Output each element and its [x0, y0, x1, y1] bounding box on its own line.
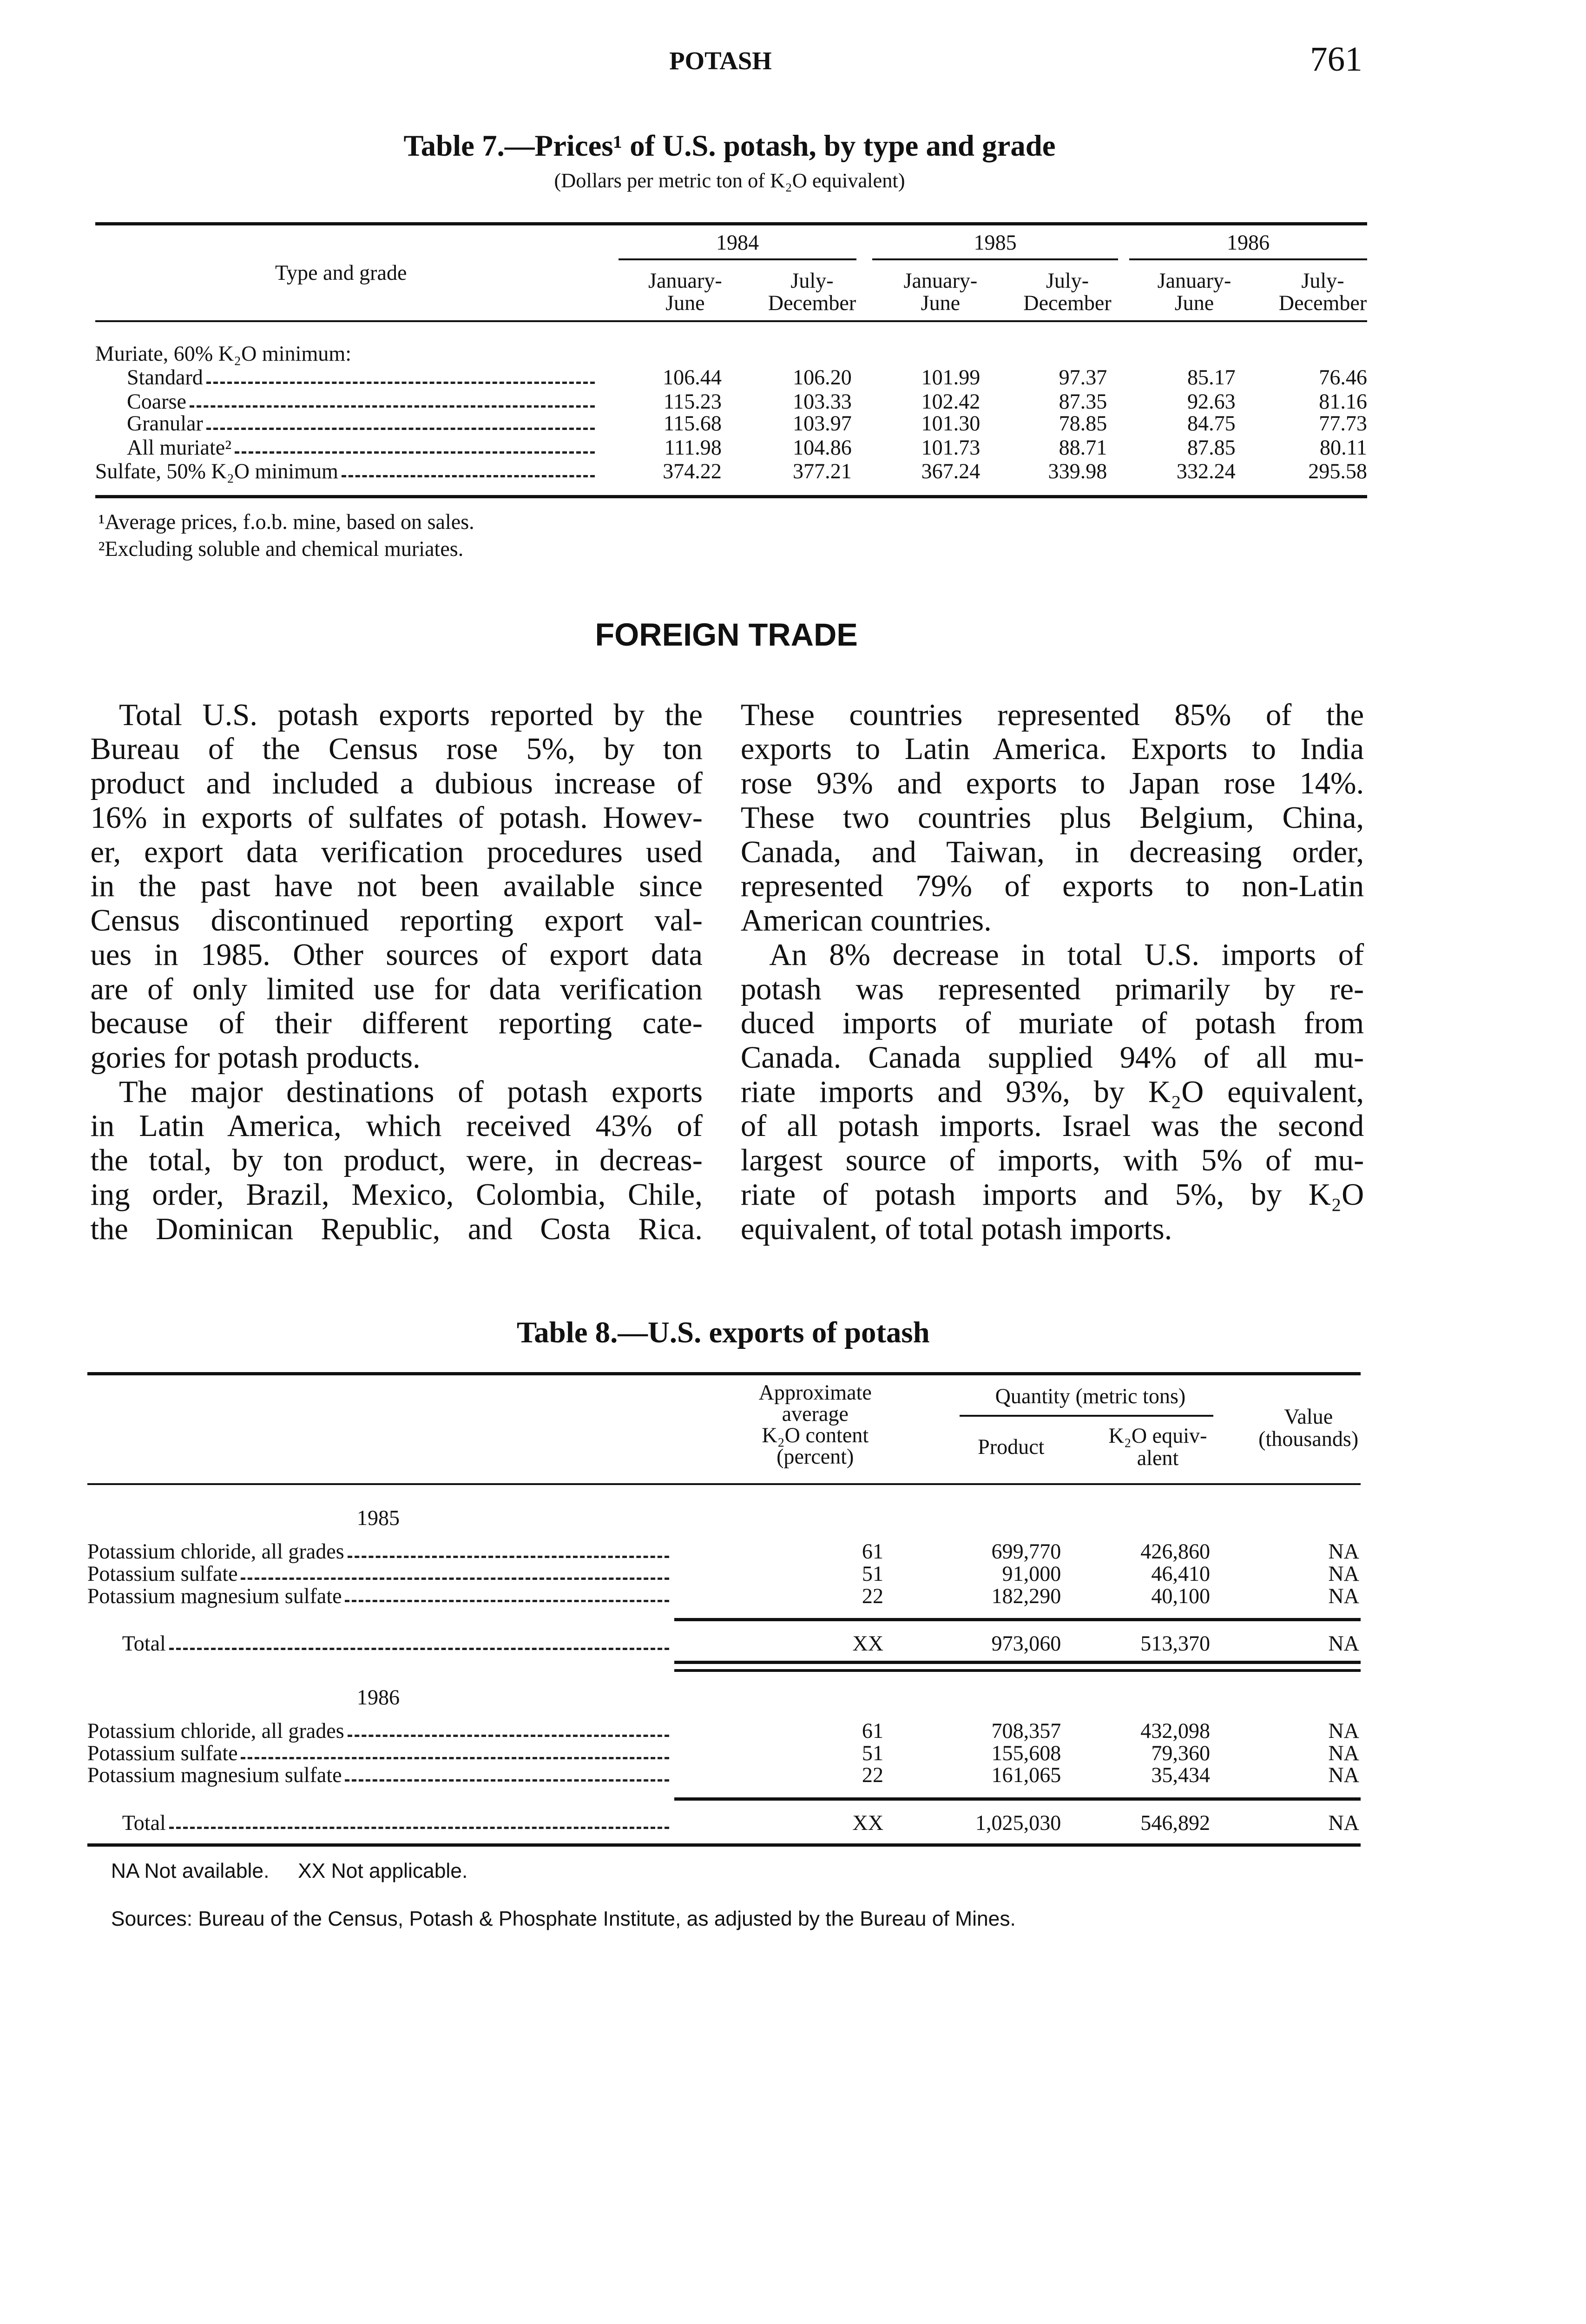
table-cell: 85.17 — [1187, 365, 1236, 390]
dot-leader — [342, 475, 595, 477]
table-cell: NA — [1328, 1718, 1359, 1743]
table-cell: NA — [1328, 1539, 1359, 1563]
body-text-line: riate imports and 93%, by K₂O equivalent, — [740, 1075, 1364, 1109]
table-cell: 101.30 — [921, 411, 981, 436]
table7-subtitle: (Dollars per metric ton of K₂O equivalent) — [554, 169, 905, 192]
row-label-text: Granular — [127, 411, 203, 436]
table-cell: 88.71 — [1059, 435, 1107, 459]
table-cell: 115.68 — [663, 411, 722, 436]
double-rule-bottom — [674, 1669, 1361, 1672]
body-text-line: the Dominican Republic, and Costa Rica. — [90, 1212, 703, 1246]
body-text-line: An 8% decrease in total U.S. imports of — [769, 938, 1364, 972]
running-title: POTASH — [669, 46, 772, 75]
body-text-line: er, export data verification procedures used — [90, 835, 703, 869]
year-header: 1985 — [974, 231, 1017, 255]
table8-sources: Sources: Bureau of the Census, Potash & Phosphate Institute, as adjusted by the Bureau of Mines. — [111, 1907, 1016, 1930]
table-cell: 332.24 — [1176, 459, 1236, 483]
table-cell: 87.85 — [1187, 435, 1236, 459]
table-cell: 374.22 — [663, 459, 722, 483]
body-text-line: in the past have not been available since — [90, 869, 703, 904]
table-cell: 115.23 — [663, 389, 722, 413]
table7-title: Table 7.—Prices¹ of U.S. potash, by type and grade — [403, 129, 1056, 163]
row-label-text: Potassium chloride, all grades — [87, 1718, 344, 1743]
year-underline — [619, 258, 856, 260]
table-cell: 339.98 — [1048, 459, 1107, 483]
table-cell: 102.42 — [921, 389, 981, 413]
year-header: 1986 — [1226, 231, 1270, 255]
table-cell: 97.37 — [1059, 365, 1107, 390]
body-text-line: equivalent, of total potash imports. — [740, 1212, 1172, 1246]
row-label-text: All muriate² — [127, 435, 232, 459]
dot-leader — [206, 428, 595, 430]
quantity-underline — [960, 1415, 1213, 1416]
table-row-label — [87, 1742, 670, 1764]
table-cell: 61 — [862, 1539, 883, 1563]
body-text-line: These two countries plus Belgium, China, — [740, 800, 1364, 835]
table-cell: 155,608 — [991, 1741, 1061, 1765]
period-header: January- June — [903, 269, 978, 315]
table-row-label — [127, 436, 595, 459]
row-label-text: Total — [122, 1631, 166, 1655]
table-cell: 92.63 — [1187, 389, 1236, 413]
body-text-line: gories for potash products. — [90, 1040, 421, 1075]
row-label-text: Coarse — [127, 389, 186, 413]
period-header: January- June — [648, 269, 722, 315]
double-rule-top — [674, 1661, 1361, 1664]
total-cell: XX — [852, 1810, 883, 1835]
body-text-line: represented 79% of exports to non-Latin — [740, 869, 1364, 904]
total-row-label — [122, 1632, 670, 1655]
total-row-label — [122, 1812, 670, 1834]
total-cell: 513,370 — [1140, 1631, 1211, 1655]
footnote: ¹Average prices, f.o.b. mine, based on sales. — [98, 510, 474, 534]
row-label-text: Sulfate, 50% K₂O minimum — [95, 459, 338, 483]
table-cell: 432,098 — [1140, 1718, 1211, 1743]
table8-notes: NA Not available. XX Not applicable. — [111, 1860, 468, 1883]
table-cell: 80.11 — [1319, 435, 1367, 459]
table-cell: 40,100 — [1151, 1584, 1211, 1608]
table-cell: NA — [1328, 1561, 1359, 1585]
body-text-line: Total U.S. potash exports reported by the — [119, 698, 703, 732]
table-cell: 161,065 — [991, 1763, 1061, 1787]
table-cell: 182,290 — [991, 1584, 1061, 1608]
table7-top-rule — [95, 222, 1367, 225]
dot-leader — [190, 405, 595, 408]
body-text-line: These countries represented 85% of the — [740, 698, 1364, 732]
total-cell: NA — [1328, 1631, 1359, 1655]
row-label-text: Potassium magnesium sulfate — [87, 1763, 342, 1787]
dot-leader — [241, 1757, 669, 1759]
table-cell: 51 — [862, 1741, 883, 1765]
body-text-line: are of only limited use for data verification — [90, 972, 703, 1006]
table-cell: 101.99 — [921, 365, 981, 390]
table-cell: 101.73 — [921, 435, 981, 459]
table8-bottom-rule — [87, 1843, 1361, 1847]
table-row-label — [87, 1563, 670, 1585]
body-text-line: duced imports of muriate of potash from — [740, 1006, 1364, 1041]
row-label-text: Total — [122, 1810, 166, 1835]
dot-leader — [169, 1827, 670, 1829]
year-subheading: 1985 — [356, 1506, 400, 1530]
k2o-content-header: Approximate average K₂O content (percent) — [758, 1380, 872, 1468]
table-row-label — [87, 1585, 670, 1607]
group-label: Muriate, 60% K₂O minimum: — [95, 342, 352, 366]
body-text-line: ing order, Brazil, Mexico, Colombia, Chile, — [90, 1177, 703, 1212]
table-cell: 426,860 — [1140, 1539, 1211, 1563]
row-label-text: Potassium chloride, all grades — [87, 1539, 344, 1563]
body-text-line: product and included a dubious increase of — [90, 766, 703, 801]
subtotal-rule — [674, 1797, 1361, 1801]
table-cell: 81.16 — [1319, 389, 1367, 413]
body-text-line: Bureau of the Census rose 5%, by ton — [90, 732, 703, 766]
table-row-label — [127, 412, 595, 435]
body-text-line: potash was represented primarily by re- — [740, 972, 1364, 1006]
year-subheading: 1986 — [356, 1685, 400, 1709]
body-text-line: exports to Latin America. Exports to India — [740, 732, 1364, 766]
table-cell: 91,000 — [1002, 1561, 1061, 1585]
quantity-group-header: Quantity (metric tons) — [995, 1384, 1186, 1408]
value-header: Value (thousands) — [1258, 1404, 1359, 1451]
period-header: July- December — [1278, 269, 1367, 315]
body-text-line: rose 93% and exports to Japan rose 14%. — [740, 766, 1364, 801]
body-text-line: ues in 1985. Other sources of export data — [90, 938, 703, 972]
table-cell: 295.58 — [1308, 459, 1367, 483]
body-text-line: American countries. — [740, 904, 992, 938]
table-cell: 104.86 — [793, 435, 852, 459]
row-label-text: Potassium magnesium sulfate — [87, 1584, 342, 1608]
total-cell: XX — [852, 1631, 883, 1655]
dot-leader — [345, 1600, 669, 1602]
table-row-label — [87, 1720, 670, 1742]
table-cell: 76.46 — [1319, 365, 1367, 390]
table-cell: 79,360 — [1151, 1741, 1211, 1765]
dot-leader — [348, 1556, 670, 1558]
stub-header: Type and grade — [275, 261, 407, 285]
total-cell: 1,025,030 — [975, 1810, 1061, 1835]
table-cell: 51 — [862, 1561, 883, 1585]
subtotal-rule — [674, 1618, 1361, 1621]
table-cell: 35,434 — [1151, 1763, 1211, 1787]
table-row-label — [127, 366, 595, 389]
year-header: 1984 — [716, 231, 759, 255]
table-cell: 106.44 — [663, 365, 722, 390]
body-text-line: Census discontinued reporting export val- — [90, 904, 703, 938]
table-cell: 103.97 — [793, 411, 852, 436]
row-label-text: Potassium sulfate — [87, 1561, 238, 1585]
table-row-label — [127, 390, 595, 413]
table-cell: 699,770 — [991, 1539, 1061, 1563]
table-cell: 61 — [862, 1718, 883, 1743]
table-cell: 22 — [862, 1584, 883, 1608]
k2o-equiv-header: K₂O equiv- alent — [1108, 1423, 1207, 1470]
footnote: ²Excluding soluble and chemical muriates. — [98, 537, 464, 561]
total-cell: NA — [1328, 1810, 1359, 1835]
body-text-line: The major destinations of potash exports — [119, 1075, 703, 1109]
dot-leader — [235, 451, 595, 454]
table-cell: 77.73 — [1319, 411, 1367, 436]
table-cell: 22 — [862, 1763, 883, 1787]
section-heading: FOREIGN TRADE — [595, 617, 858, 653]
table8-top-rule — [87, 1372, 1361, 1375]
body-text-line: the total, by ton product, were, in decreas- — [90, 1143, 703, 1178]
total-cell: 973,060 — [991, 1631, 1061, 1655]
table-cell: 87.35 — [1059, 389, 1107, 413]
body-text-line: of all potash imports. Israel was the second — [740, 1109, 1364, 1143]
table8-title: Table 8.—U.S. exports of potash — [517, 1315, 930, 1349]
dot-leader — [206, 382, 595, 384]
dot-leader — [348, 1735, 670, 1737]
body-text-line: in Latin America, which received 43% of — [90, 1109, 703, 1143]
table-row-label — [95, 460, 595, 482]
table-cell: 377.21 — [793, 459, 852, 483]
table-cell: 106.20 — [793, 365, 852, 390]
dot-leader — [169, 1648, 670, 1650]
year-underline — [1129, 258, 1367, 260]
body-text-line: because of their different reporting cate- — [90, 1006, 703, 1041]
table7-header-rule — [95, 320, 1367, 322]
table7-bottom-rule — [95, 495, 1367, 498]
product-header: Product — [978, 1434, 1045, 1459]
page-number: 761 — [1310, 40, 1362, 79]
period-header: July- December — [768, 269, 856, 315]
body-text-line: 16% in exports of sulfates of potash. Howev- — [90, 800, 703, 835]
dot-leader — [345, 1779, 669, 1782]
table-row-label — [87, 1540, 670, 1563]
table-cell: 84.75 — [1187, 411, 1236, 436]
period-header: January- June — [1157, 269, 1231, 315]
total-cell: 546,892 — [1140, 1810, 1211, 1835]
table-cell: 708,357 — [991, 1718, 1061, 1743]
table-cell: NA — [1328, 1741, 1359, 1765]
row-label-text: Standard — [127, 365, 203, 390]
table-row-label — [87, 1764, 670, 1786]
year-underline — [872, 258, 1118, 260]
table-cell: 46,410 — [1151, 1561, 1211, 1585]
table-cell: 111.98 — [664, 435, 722, 459]
row-label-text: Potassium sulfate — [87, 1741, 238, 1765]
body-text-line: Canada. Canada supplied 94% of all mu- — [740, 1040, 1364, 1075]
table-cell: 103.33 — [793, 389, 852, 413]
table-cell: NA — [1328, 1763, 1359, 1787]
body-text-line: Canada, and Taiwan, in decreasing order, — [740, 835, 1364, 869]
body-text-line: riate of potash imports and 5%, by K₂O — [740, 1177, 1364, 1212]
dot-leader — [241, 1578, 669, 1580]
period-header: July- December — [1023, 269, 1112, 315]
table8-header-rule — [87, 1483, 1361, 1485]
body-text-line: largest source of imports, with 5% of mu- — [740, 1143, 1364, 1178]
table-cell: 78.85 — [1059, 411, 1107, 436]
table-cell: NA — [1328, 1584, 1359, 1608]
table-cell: 367.24 — [921, 459, 981, 483]
